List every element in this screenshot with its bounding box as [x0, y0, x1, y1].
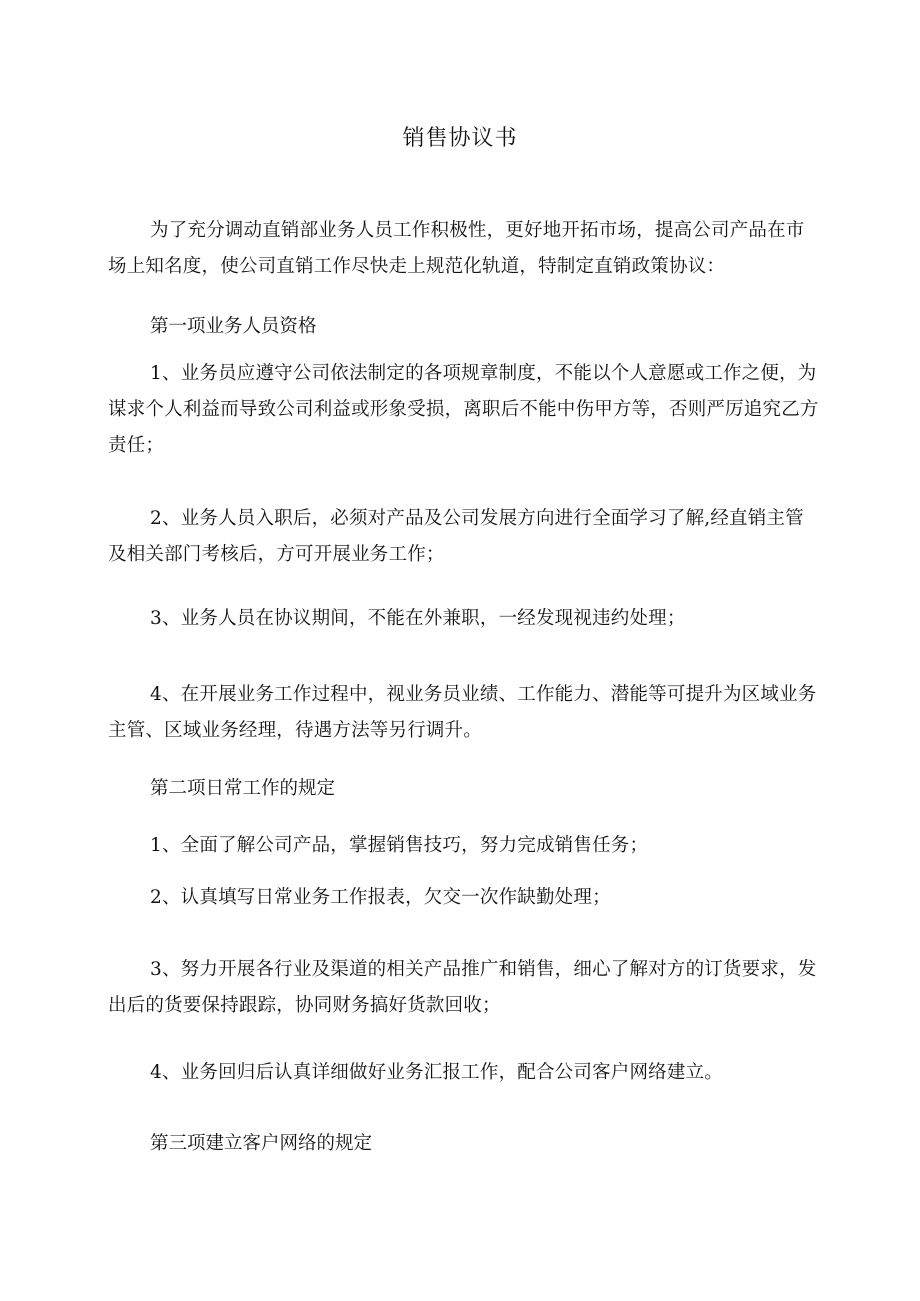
document-title: 销售协议书 [402, 126, 518, 151]
section-2-heading: 第二项日常工作的规定 [150, 778, 336, 799]
section-2-item-1: 1、全面了解公司产品，掌握销售技巧，努力完成销售任务； [150, 835, 649, 856]
section-1-heading: 第一项业务人员资格 [150, 316, 317, 337]
section-1-item-3: 3、业务人员在协议期间，不能在外兼职，一经发现视违约处理； [150, 608, 686, 629]
section-2-item-4: 4、业务回归后认真详细做好业务汇报工作，配合公司客户网络建立。 [150, 1062, 723, 1083]
section-1-item-1: 1、业务员应遵守公司依法制定的各项规章制度，不能以个人意愿或工作之便，为谋求个人利益而导致公司利益或形象受损，离职后不能中伤甲方等，否则严厉追究乙方责任； [108, 363, 819, 456]
intro-paragraph: 为了充分调动直销部业务人员工作积极性，更好地开拓市场，提高公司产品在市场上知名度，使公司直销工作尽快走上规范化轨道，特制定直销政策协议： [108, 220, 805, 277]
section-1-item-2: 2、业务人员入职后，必须对产品及公司发展方向进行全面学习了解,经直销主管及相关部门考核后，方可开展业务工作； [108, 508, 804, 565]
section-1-item-4: 4、在开展业务工作过程中，视业务员业绩、工作能力、潜能等可提升为区域业务主管、区域业务经理，待遇方法等另行调升。 [108, 684, 817, 741]
section-2-item-3: 3、努力开展各行业及渠道的相关产品推广和销售，细心了解对方的订货要求，发出后的货要保持跟踪，协同财务搞好货款回收； [108, 959, 817, 1016]
section-3-heading: 第三项建立客户网络的规定 [150, 1133, 373, 1154]
section-2-item-2: 2、认真填写日常业务工作报表，欠交一次作缺勤处理； [150, 887, 611, 908]
